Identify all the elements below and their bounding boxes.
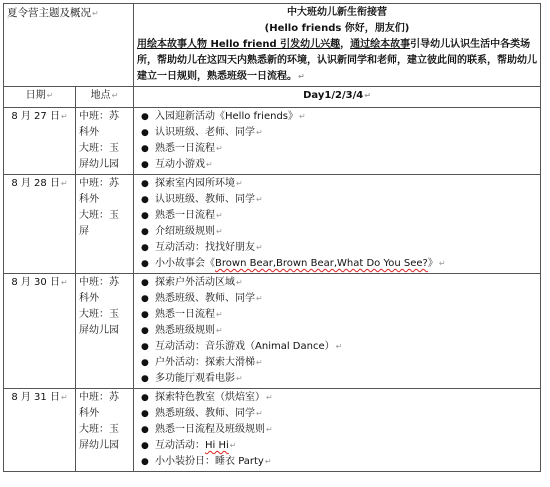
desc-comma: ， xyxy=(340,39,351,50)
place-line: 屏幼儿园 xyxy=(79,159,119,170)
day-row xyxy=(4,175,541,274)
activity-text: 互动活动：找找好朋友 xyxy=(155,242,256,253)
desc-underline-2: 通过绘本故事 xyxy=(350,39,411,50)
bullet-icon: ● xyxy=(141,160,149,170)
story-title: Brown Bear,Brown Bear,What Do You See? xyxy=(215,258,428,269)
activities-cell xyxy=(134,274,541,389)
return-mark-icon: ↵ xyxy=(46,91,54,100)
return-mark-icon: ↵ xyxy=(60,393,68,402)
activity-item xyxy=(137,339,537,355)
return-mark-icon: ↵ xyxy=(216,144,223,153)
place-line: 屏幼儿园 xyxy=(79,325,119,336)
activity-list xyxy=(137,275,537,387)
date-cell xyxy=(4,274,76,389)
date-text: 8 月 28 日 xyxy=(11,178,60,189)
theme-label: 夏令营主题及概况 xyxy=(7,7,91,19)
activity-text: 互动活动： xyxy=(155,440,206,451)
place-cell xyxy=(76,108,134,175)
activity-text: 多功能厅观看电影 xyxy=(155,373,236,384)
place-line: 中班：苏 xyxy=(79,111,119,122)
bullet-icon: ● xyxy=(141,211,149,221)
return-mark-icon: ↵ xyxy=(60,278,68,287)
activity-text: 小小装扮日：睡衣 Party xyxy=(155,456,264,467)
activity-text: 熟悉一日流程 xyxy=(155,210,216,221)
activity-item xyxy=(137,208,537,224)
place-line: 屏 xyxy=(79,226,89,237)
place-cell xyxy=(76,175,134,274)
activity-item xyxy=(137,240,537,256)
hihi-text: Hi Hi xyxy=(205,440,229,451)
bullet-icon: ● xyxy=(141,144,149,154)
activity-text: 熟悉一日流程 xyxy=(155,143,216,154)
bullet-icon: ● xyxy=(141,409,149,419)
return-mark-icon: ↵ xyxy=(335,342,343,351)
place-line: 大班：玉 xyxy=(79,210,119,221)
place-line: 科外 xyxy=(79,293,99,304)
return-mark-icon: ↵ xyxy=(216,227,223,236)
activity-text: 入园迎新活动《Hello friends》 xyxy=(155,111,298,122)
return-mark-icon: ↵ xyxy=(299,112,306,121)
activity-text: 熟悉班级、教师、同学 xyxy=(155,408,256,419)
activity-item xyxy=(137,109,537,125)
activity-item xyxy=(137,307,537,323)
date-text: 8 月 30 日 xyxy=(11,277,60,288)
activity-list xyxy=(137,390,537,470)
bullet-icon: ● xyxy=(141,358,149,368)
return-mark-icon: ↵ xyxy=(236,374,243,383)
date-text: 8 月 31 日 xyxy=(11,392,60,403)
theme-label-cell xyxy=(4,4,134,87)
activity-text: 户外活动：探索大滑梯 xyxy=(155,357,256,368)
bullet-icon: ● xyxy=(141,227,149,237)
activity-item xyxy=(137,192,537,208)
bullet-icon: ● xyxy=(141,310,149,320)
activity-text: 互动小游戏 xyxy=(155,159,206,170)
activity-text: 探索特色教室（烘焙室） xyxy=(155,392,266,403)
return-mark-icon: ↵ xyxy=(216,211,223,220)
activity-item xyxy=(137,323,537,339)
place-cell xyxy=(76,389,134,472)
return-mark-icon: ↵ xyxy=(236,179,243,188)
return-mark-icon: ↵ xyxy=(206,160,213,169)
date-cell xyxy=(4,108,76,175)
bullet-icon: ● xyxy=(141,326,149,336)
activity-item xyxy=(137,157,537,173)
return-mark-icon: ↵ xyxy=(256,195,263,204)
activity-item xyxy=(137,371,537,387)
activity-list xyxy=(137,176,537,272)
activity-item xyxy=(137,141,537,157)
header-date: 日期↵ xyxy=(4,87,76,108)
bullet-icon: ● xyxy=(141,259,149,269)
return-mark-icon: ↵ xyxy=(60,179,68,188)
return-mark-icon: ↵ xyxy=(216,310,223,319)
return-mark-icon: ↵ xyxy=(256,358,263,367)
activity-item xyxy=(137,224,537,240)
return-mark-icon: ↵ xyxy=(264,457,272,466)
activity-item xyxy=(137,355,537,371)
place-line: 大班：玉 xyxy=(79,309,119,320)
activity-text: 熟悉班级规则 xyxy=(155,325,216,336)
place-line: 大班：玉 xyxy=(79,424,119,435)
theme-content-cell xyxy=(134,4,541,87)
return-mark-icon: ↵ xyxy=(236,278,243,287)
return-mark-icon: ↵ xyxy=(256,243,263,252)
bullet-icon: ● xyxy=(141,342,149,352)
bullet-icon: ● xyxy=(141,425,149,435)
place-line: 屏幼儿园 xyxy=(79,440,119,451)
date-cell xyxy=(4,175,76,274)
header-row xyxy=(4,87,541,108)
bullet-icon: ● xyxy=(141,243,149,253)
camp-title: 中大班幼儿新生衔接营 xyxy=(287,7,388,18)
day-row xyxy=(4,274,541,389)
return-mark-icon: ↵ xyxy=(364,91,371,100)
desc-underline-1: 用绘本故事人物 Hello friend 引发幼儿兴趣 xyxy=(137,39,341,50)
return-mark-icon: ↵ xyxy=(229,441,237,450)
activity-text: 探索室内园所环境 xyxy=(155,178,236,189)
place-line: 中班：苏 xyxy=(79,277,119,288)
return-mark-icon: ↵ xyxy=(111,91,119,100)
camp-description xyxy=(137,37,537,85)
activity-text: 互动活动：音乐游戏（Animal Dance） xyxy=(155,341,335,352)
return-mark-icon: ↵ xyxy=(438,259,446,268)
bullet-icon: ● xyxy=(141,195,149,205)
activity-item xyxy=(137,438,537,454)
place-line: 科外 xyxy=(79,408,99,419)
return-mark-icon: ↵ xyxy=(298,72,305,81)
activity-text: 认识班级、老师、同学 xyxy=(155,127,256,138)
return-mark-icon: ↵ xyxy=(256,294,263,303)
return-mark-icon: ↵ xyxy=(256,128,263,137)
bullet-icon: ● xyxy=(141,112,149,122)
activity-text: 介绍班级规则 xyxy=(155,226,216,237)
desc-rest: 引导幼儿认识生活中各类场所，帮助幼儿在这四天内熟悉新的环境，认识新同学和老师，建立彼此间的联系，帮助幼儿建立一日规则，熟悉班级一日流程。 xyxy=(137,39,538,82)
bullet-icon: ● xyxy=(141,393,149,403)
story-prefix: 小小故事会《 xyxy=(155,258,216,269)
activities-cell xyxy=(134,175,541,274)
story-suffix: 》 xyxy=(427,258,438,269)
bullet-icon: ● xyxy=(141,128,149,138)
return-mark-icon: ↵ xyxy=(266,425,273,434)
activity-text: 认识班级、教师、同学 xyxy=(155,194,256,205)
return-mark-icon: ↵ xyxy=(216,326,223,335)
day-row xyxy=(4,108,541,175)
place-line: 大班：玉 xyxy=(79,143,119,154)
camp-subtitle: (Hello friends 你好，朋友们) xyxy=(264,23,410,34)
return-mark-icon: ↵ xyxy=(92,9,99,18)
return-mark-icon: ↵ xyxy=(256,409,263,418)
header-place: 地点↵ xyxy=(76,87,134,108)
activity-item xyxy=(137,406,537,422)
activity-text: 熟悉班级、教师、同学 xyxy=(155,293,256,304)
activity-item xyxy=(137,275,537,291)
bullet-icon: ● xyxy=(141,441,149,451)
activity-text: 熟悉一日流程 xyxy=(155,309,216,320)
bullet-icon: ● xyxy=(141,294,149,304)
place-cell xyxy=(76,274,134,389)
intro-row xyxy=(4,4,541,87)
activities-cell xyxy=(134,389,541,472)
date-cell xyxy=(4,389,76,472)
activity-text: 探索户外活动区域 xyxy=(155,277,236,288)
schedule-table xyxy=(3,3,541,472)
return-mark-icon: ↵ xyxy=(60,112,68,121)
activity-item xyxy=(137,176,537,192)
activity-list xyxy=(137,109,537,173)
activity-item xyxy=(137,291,537,307)
activity-item xyxy=(137,390,537,406)
bullet-icon: ● xyxy=(141,457,149,467)
activity-item xyxy=(137,422,537,438)
bullet-icon: ● xyxy=(141,278,149,288)
activity-item xyxy=(137,454,537,470)
return-mark-icon: ↵ xyxy=(266,393,273,402)
activity-item xyxy=(137,256,537,272)
place-line: 科外 xyxy=(79,127,99,138)
header-day: Day1/2/3/4↵ xyxy=(134,87,541,108)
date-text: 8 月 27 日 xyxy=(11,111,60,122)
place-line: 中班：苏 xyxy=(79,392,119,403)
day-row xyxy=(4,389,541,472)
bullet-icon: ● xyxy=(141,374,149,384)
bullet-icon: ● xyxy=(141,179,149,189)
activities-cell xyxy=(134,108,541,175)
place-line: 中班：苏 xyxy=(79,178,119,189)
place-line: 科外 xyxy=(79,194,99,205)
activity-text: 熟悉一日流程及班级规则 xyxy=(155,424,266,435)
activity-item xyxy=(137,125,537,141)
